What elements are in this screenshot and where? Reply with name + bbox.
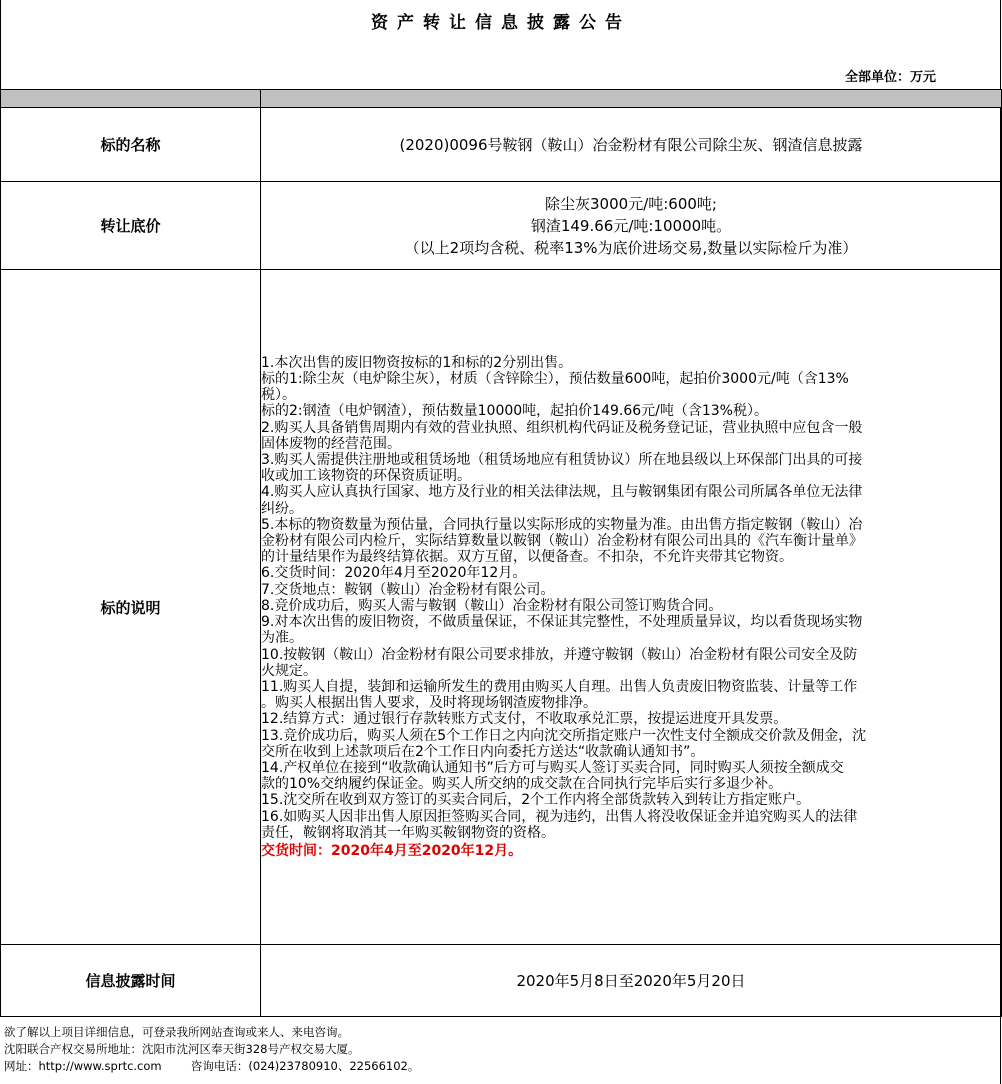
description-line: 款的10%交纳履约保证金。购买人所交纳的成交款在合同执行完毕后实行多退少补。 — [261, 776, 783, 793]
description-line: 税）。 — [261, 387, 296, 404]
footer-contact — [4, 1058, 419, 1075]
disclosure-period-label: 信息披露时间 — [1, 945, 261, 1017]
header-cell-left — [1, 90, 261, 108]
footer-address: 沈阳联合产权交易所地址：沈阳市沈河区奉天街328号产权交易大厦。 — [4, 1042, 360, 1056]
footer-inquiry-note: 欲了解以上项目详细信息，可登录我所网站查询或来人、来电咨询。 — [4, 1025, 349, 1039]
website-link[interactable]: http://www.sprtc.com — [38, 1059, 162, 1073]
description-content — [261, 270, 1002, 945]
description-line: 16.如购买人因非出售人原因拒签购买合同，视为违约，出售人将没收保证金并追究购买人的法律 — [261, 808, 858, 825]
price-line: （以上2项均含税、税率13%为底价进场交易,数量以实际检斤为准） — [404, 238, 858, 257]
description-line: 标的1:除尘灰（电炉除尘灰），材质（含锌除尘），预估数量600吨，起拍价3000元/吨（含13% — [261, 371, 849, 388]
price-line: 除尘灰3000元/吨:600吨; — [545, 194, 717, 213]
description-line: 12.结算方式：通过银行存款转账方式支付，不收取承兑汇票，按提运进度开具发票。 — [261, 711, 788, 728]
row-reserve-price — [1, 182, 1002, 270]
description-line: 火规定。 — [261, 662, 317, 679]
footer-info — [4, 1024, 419, 1075]
description-line: 14.产权单位在接到“收款确认通知书”后方可与购买人签订买卖合同，同时购买人须按全额成交 — [261, 759, 844, 776]
description-line: 8.竞价成功后，购买人需与鞍钢（鞍山）冶金粉材有限公司签订购货合同。 — [261, 597, 723, 614]
target-name-value: (2020)0096号鞍钢（鞍山）冶金粉材有限公司除尘灰、钢渣信息披露 — [261, 108, 1002, 182]
phone-label: 咨询电话： — [190, 1059, 249, 1073]
disclosure-table — [0, 89, 1002, 1017]
description-line: 的计量结果作为最终结算依据。双方互留，以便备查。不扣杂，不允许夹带其它物资。 — [261, 549, 793, 566]
header-cell-right — [261, 90, 1002, 108]
description-line: 金粉材有限公司内检斤，实际结算数量以鞍钢（鞍山）冶金粉材有限公司出具的《汽车衡计量单》 — [261, 533, 863, 550]
description-line: 纠纷。 — [261, 500, 303, 517]
row-description — [1, 270, 1002, 945]
description-line: 15.沈交所在收到双方签订的买卖合同后，2个工作内将全部货款转入到转让方指定账户。 — [261, 792, 811, 809]
description-line: 5.本标的物资数量为预估量，合同执行量以实际形成的实物量为准。由出售方指定鞍钢（鞍山）冶 — [261, 516, 863, 533]
row-disclosure-period — [1, 945, 1002, 1017]
description-line: 责任，鞍钢将取消其一年购买鞍钢物资的资格。 — [261, 824, 555, 841]
description-line: 7.交货地点：鞍钢（鞍山）冶金粉材有限公司。 — [261, 581, 555, 598]
description-line: 13.竞价成功后，购买人须在5个工作日之内向沈交所指定账户一次性支付全额成交价款及佣金，沈 — [261, 727, 867, 744]
table-header-row — [1, 90, 1002, 108]
description-line: 。购买人根据出售人要求，及时将现场钢渣废物排净。 — [261, 695, 597, 712]
description-line: 3.购买人需提供注册地或租赁场地（租赁场地应有租赁协议）所在地县级以上环保部门出具的可接 — [261, 452, 863, 469]
website-label: 网址： — [4, 1059, 39, 1073]
description-line: 交所在收到上述款项后在2个工作日内向委托方送达“收款确认通知书”。 — [261, 743, 705, 760]
price-line: 钢渣149.66元/吨:10000吨。 — [530, 216, 732, 235]
reserve-price-label: 转让底价 — [1, 182, 261, 270]
description-line: 9.对本次出售的废旧物资，不做质量保证，不保证其完整性，不处理质量异议，均以看货现场实物 — [261, 614, 863, 631]
description-line: 固体废物的经营范围。 — [261, 435, 401, 452]
description-line: 6.交货时间：2020年4月至2020年12月。 — [261, 565, 527, 582]
description-line: 11.购买人自提，装卸和运输所发生的费用由购买人自理。出售人负责废旧物资监装、计量等工作 — [261, 678, 858, 695]
unit-note: 全部单位：万元 — [844, 70, 936, 85]
phone-number: (024)23780910、22566102。 — [248, 1059, 420, 1073]
row-target-name — [1, 108, 1002, 182]
delivery-time-highlight: 交货时间：2020年4月至2020年12月。 — [261, 842, 523, 859]
description-line: 为准。 — [261, 630, 303, 647]
description-line: 4.购买人应认真执行国家、地方及行业的相关法律法规，且与鞍钢集团有限公司所属各单位无法律 — [261, 484, 863, 501]
target-name-label: 标的名称 — [1, 108, 261, 182]
disclosure-period-value: 2020年5月8日至2020年5月20日 — [261, 945, 1002, 1017]
page-title: 资产转让信息披露公告 — [371, 13, 631, 33]
reserve-price-value — [261, 182, 1002, 270]
description-line: 标的2:钢渣（电炉钢渣），预估数量10000吨，起拍价149.66元/吨（含13%税）。 — [261, 403, 768, 420]
description-line: 10.按鞍钢（鞍山）冶金粉材有限公司要求排放，并遵守鞍钢（鞍山）冶金粉材有限公司安全及防 — [261, 646, 858, 663]
description-line: 收或加工该物资的环保资质证明。 — [261, 468, 471, 485]
description-line: 2.购买人具备销售周期内有效的营业执照、组织机构代码证及税务登记证，营业执照中应包含一般 — [261, 419, 863, 436]
description-label: 标的说明 — [1, 270, 261, 945]
description-line: 1.本次出售的废旧物资按标的1和标的2分别出售。 — [261, 354, 573, 371]
